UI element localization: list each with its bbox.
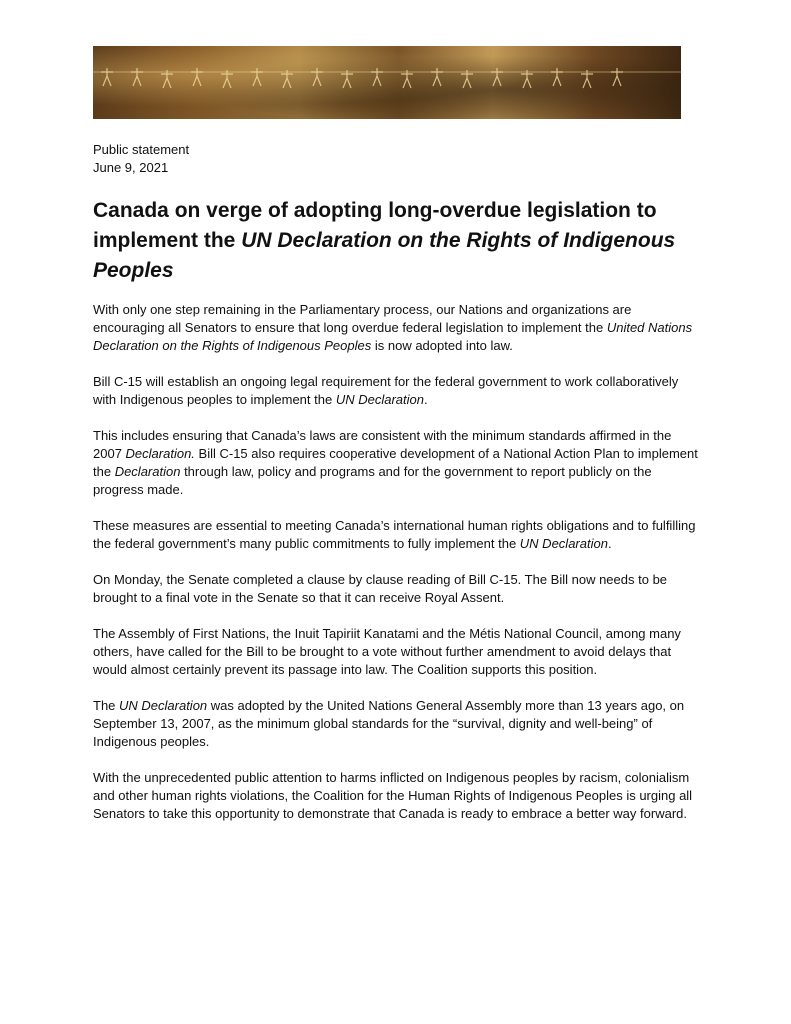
p1-text-a: With only one step remaining in the Parliamentary process, our Nations and organizations are encouraging all Senators to ensure that long overdue federal legislation to implement the xyxy=(93,302,632,335)
paragraph-3 xyxy=(93,427,703,499)
p2-italic: UN Declaration xyxy=(335,392,424,407)
title-text: Canada on verge of adopting long-overdue legislation to implement the xyxy=(93,199,657,252)
statement-type: Public statement xyxy=(93,142,190,157)
paragraph-7 xyxy=(93,697,703,751)
p7-text-c: was adopted by the United Nations General Assembly more than 13 years ago, on September 13, 2007, as the minimum global standards for the “survival, dignity and well-being” of Indigenous peoples. xyxy=(93,698,685,749)
p2-text-a: Bill C-15 will establish an ongoing legal requirement for the federal government to work collaboratively with Indigenous peoples to implement the xyxy=(93,374,679,407)
p4-italic: UN Declaration xyxy=(519,536,608,551)
p3-text-a: This includes ensuring that Canada’s laws are consistent with the minimum standards affirmed in the 2007 xyxy=(93,428,672,461)
p4-text-a: These measures are essential to meeting Canada’s international human rights obligations and to fulfilling the federal government’s many public commitments to fully implement the xyxy=(93,518,696,551)
paragraph-4 xyxy=(93,517,703,553)
p7-italic: UN Declaration xyxy=(119,698,208,713)
p2-text-c: . xyxy=(423,392,428,407)
p3-text-e: through law, policy and programs and for the government to report publicly on the progress made. xyxy=(93,464,652,497)
paragraph-8: With the unprecedented public attention to harms inflicted on Indigenous peoples by racism, colonialism and other human rights violations, the Coalition for the Human Rights of Indigenous Peoples is urging all Senators to take this opportunity to demonstrate that Canada is ready to embrace a better way forward. xyxy=(93,770,693,821)
p3-italic-1: Declaration. xyxy=(125,446,195,461)
statement-date: June 9, 2021 xyxy=(93,160,169,175)
paragraph-5: On Monday, the Senate completed a clause by clause reading of Bill C-15. The Bill now needs to be brought to a final vote in the Senate so that it can receive Royal Assent. xyxy=(93,572,668,605)
paragraph-6: The Assembly of First Nations, the Inuit Tapiriit Kanatami and the Métis National Council, among many others, have called for the Bill to be brought to a vote without further amendment to avoid delays that would almost certainly prevent its passage into law. The Coalition supports this position. xyxy=(93,626,681,677)
paragraph-2 xyxy=(93,373,703,409)
statement-body xyxy=(93,301,703,841)
p7-text-a: The xyxy=(93,698,120,713)
statement-meta xyxy=(93,141,189,177)
title-italic: UN Declaration on the Rights of Indigenous Peoples xyxy=(93,229,676,282)
p3-italic-2: Declaration xyxy=(114,464,181,479)
page-title xyxy=(93,196,693,286)
figures-pattern-icon xyxy=(93,46,681,119)
p3-text-c: Bill C-15 also requires cooperative development of a National Action Plan to implement the xyxy=(93,446,698,479)
p4-text-c: . xyxy=(607,536,612,551)
paragraph-1 xyxy=(93,301,703,355)
banner-image xyxy=(93,46,681,119)
p1-italic: United Nations Declaration on the Rights of Indigenous Peoples xyxy=(93,320,693,353)
p1-text-c: is now adopted into law. xyxy=(371,338,513,353)
